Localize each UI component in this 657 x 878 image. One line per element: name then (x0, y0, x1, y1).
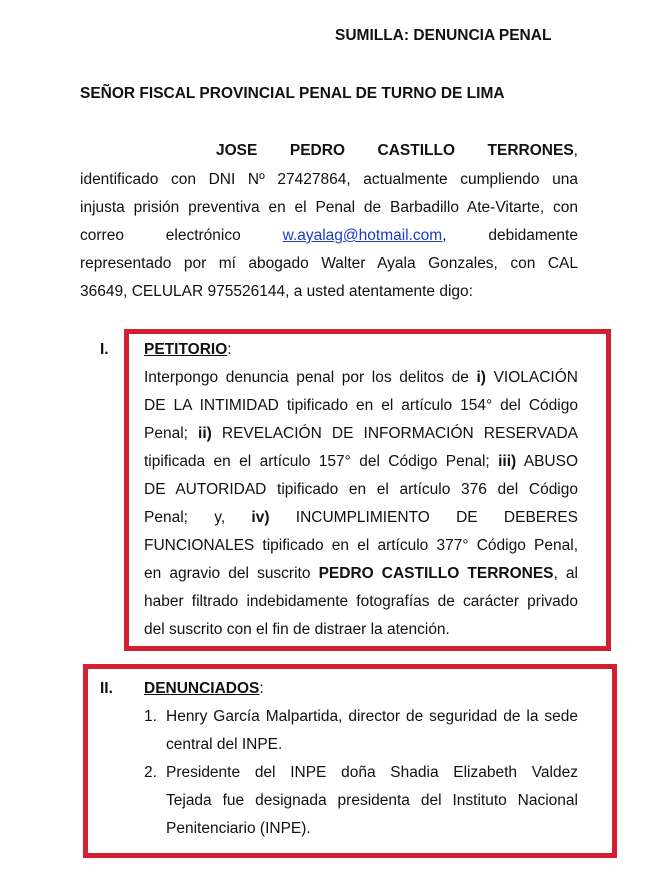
heading-colon: : (227, 341, 232, 358)
section-2-heading (144, 679, 264, 699)
text: , al (553, 565, 578, 582)
complainant-name (216, 141, 578, 161)
email-link[interactable]: w.ayalag@hotmail.com (282, 227, 443, 244)
text: Interpongo denuncia penal por los delitos de (144, 369, 477, 386)
list-item-2-line-2: Tejada fue designada presidenta del Instituto Nacional (166, 792, 578, 809)
list-item-2-line-1: Presidente del INPE doña Shadia Elizabeth Valdez (166, 764, 578, 781)
section-2-numeral: II. (100, 680, 113, 697)
list-item-2-line-3: Penitenciario (INPE). (166, 820, 311, 837)
text: tipificada en el artículo 157° del Código Penal; (144, 453, 499, 470)
petitorio-line (144, 592, 578, 612)
petitorio-line (144, 368, 578, 388)
bold-text: PEDRO CASTILLO TERRONES (318, 565, 554, 582)
list-item-1-line-1: Henry García Malpartida, director de seguridad de la sede (166, 708, 578, 725)
text: DE AUTORIDAD tipificado en el artículo 376 del Código (144, 481, 578, 498)
intro-word: electrónico (165, 227, 241, 244)
name-comma: , (573, 142, 578, 159)
text: ABUSO (516, 453, 579, 470)
petitorio-heading: PETITORIO (144, 341, 228, 358)
petitorio-line (144, 452, 578, 472)
petitorio-line (144, 620, 578, 640)
email-wrap (283, 226, 447, 246)
intro-line-2: injusta prisión preventiva en el Penal de Barbadillo Ate-Vitarte, con (80, 199, 578, 216)
bold-text: i) (476, 369, 486, 386)
text: haber filtrado indebidamente fotografías de carácter privado (144, 593, 578, 610)
name-word: PEDRO (289, 142, 345, 159)
petitorio-line (144, 536, 578, 556)
text: del suscrito con el fin de distraer la atención. (144, 621, 450, 638)
petitorio-line (144, 480, 578, 500)
petitorio-line (144, 424, 578, 444)
list-number: 2. (144, 764, 157, 781)
text: Penal; y, (144, 509, 252, 526)
text: Penal; (144, 425, 199, 442)
addressee-heading: SEÑOR FISCAL PROVINCIAL PENAL DE TURNO DE LIMA (80, 85, 505, 102)
list-number: 1. (144, 708, 157, 725)
heading-colon: : (259, 680, 264, 697)
text: VIOLACIÓN (485, 369, 578, 386)
intro-line-1: identificado con DNI Nº 27427864, actualmente cumpliendo una (80, 171, 578, 188)
section-1-numeral: I. (100, 341, 109, 358)
section-1-heading (144, 340, 232, 360)
text: en agravio del suscrito (144, 565, 319, 582)
list-item-1-line-2: central del INPE. (166, 736, 283, 753)
name-word: JOSE (216, 142, 258, 159)
petitorio-line (144, 508, 578, 528)
petitorio-line (144, 564, 578, 584)
text: INCUMPLIMIENTO DE DEBERES (269, 509, 578, 526)
name-last: TERRONES (487, 142, 574, 159)
petitorio-line (144, 396, 578, 416)
bold-text: iii) (498, 453, 517, 470)
intro-line-3 (80, 226, 578, 246)
intro-line-5: 36649, CELULAR 975526144, a usted atentamente digo: (80, 283, 473, 300)
intro-word: debidamente (488, 227, 578, 244)
text: FUNCIONALES tipificado en el artículo 377° Código Penal, (144, 537, 578, 554)
bold-text: iv) (251, 509, 270, 526)
intro-line-4: representado por mí abogado Walter Ayala Gonzales, con CAL (80, 255, 578, 272)
text: DE LA INTIMIDAD tipificado en el artículo 154° del Código (144, 397, 578, 414)
intro-word: correo (80, 227, 124, 244)
denunciados-heading: DENUNCIADOS (144, 680, 260, 697)
email-comma: , (442, 227, 447, 244)
text: REVELACIÓN DE INFORMACIÓN RESERVADA (211, 425, 578, 442)
name-word: CASTILLO (377, 142, 456, 159)
name-word (488, 141, 578, 161)
bold-text: ii) (198, 425, 212, 442)
sumilla-title: SUMILLA: DENUNCIA PENAL (335, 27, 552, 44)
